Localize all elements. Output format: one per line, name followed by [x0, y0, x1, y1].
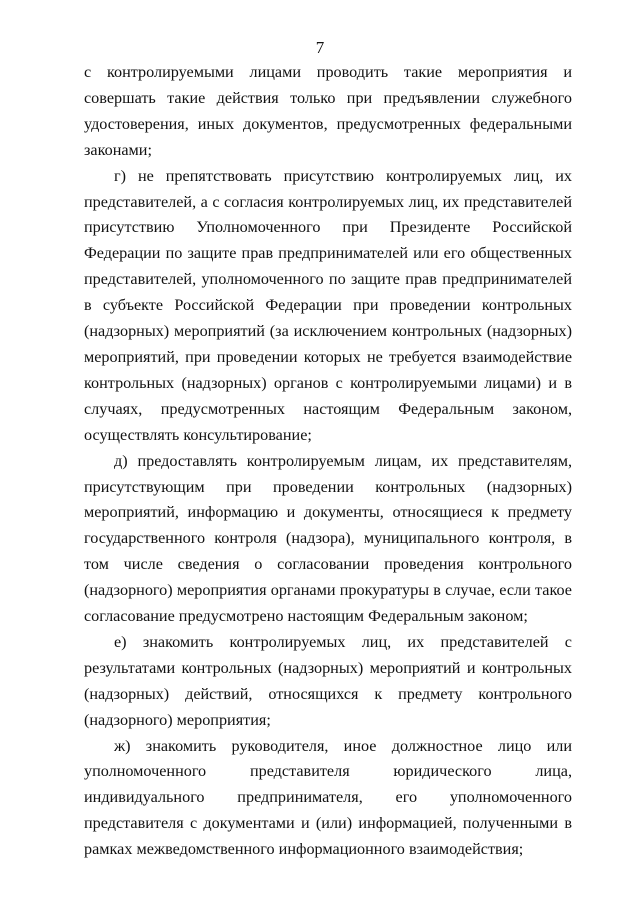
paragraph-item-zh: ж) знакомить руководителя, иное должностное лицо или уполномоченного представителя юридического лица, индивидуального предпринимателя, его уполномоченного представителя с документами и (или) информацией, полученными в рамках межведомственного информационного взаимодействия;: [84, 736, 572, 859]
document-body: [84, 60, 572, 863]
paragraph-continuation: с контролируемыми лицами проводить такие мероприятия и совершать такие действия только при предъявлении служебного удостоверения, иных документов, предусмотренных федеральными законами;: [84, 63, 572, 159]
paragraph-item-g: г) не препятствовать присутствию контролируемых лиц, их представителей, а с согласия контролируемых лиц, их представителей присутствию Уполномоченного при Президенте Российской Федерации по защите прав предпринимателей или его общественных представителей, уполномоченного по защите прав предпринимателей в субъекте Российской Федерации при проведении контрольных (надзорных) мероприятий (за исключением контрольных (надзорных) мероприятий, при проведении которых не требуется взаимодействие контрольных (надзорных) органов с контролируемыми лицами) и в случаях, предусмотренных настоящим Федеральным законом, осуществлять консультирование;: [84, 166, 572, 444]
page-number: 7: [315, 38, 325, 57]
paragraph-item-d: д) предоставлять контролируемым лицам, их представителям, присутствующим при проведении контрольных (надзорных) мероприятий, информацию и документы, относящиеся к предмету государственного контроля (надзора), муниципального контроля, в том числе сведения о согласовании проведения контрольного (надзорного) мероприятия органами прокуратуры в случае, если такое согласование предусмотрено настоящим Федеральным законом;: [84, 451, 572, 626]
paragraph-item-e: е) знакомить контролируемых лиц, их представителей с результатами контрольных (надзорных) мероприятий и контрольных (надзорных) действий, относящихся к предмету контрольного (надзорного) мероприятия;: [84, 632, 572, 729]
